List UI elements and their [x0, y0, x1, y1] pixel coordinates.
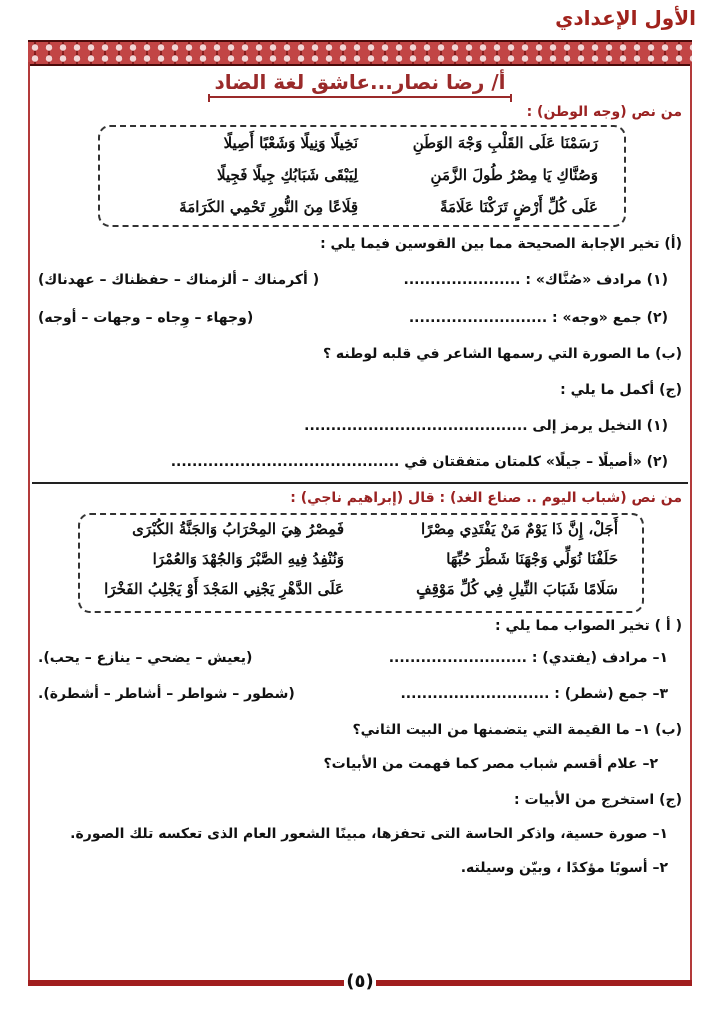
answer-options: (يعيش – يضحي – ينازع – يحب).	[38, 650, 253, 666]
verse-first-hemistich: رَسَمْنَا عَلَى القَلْبِ وَجْهَ الوَطَنِ	[412, 134, 598, 152]
verse-first-hemistich: عَلَى كُلِّ أَرْضٍ تَرَكْنَا عَلَامَةً	[439, 198, 598, 216]
verse-first-hemistich: حَلَفْنَا نُوَلِّي وَجْهَنَا شَطْرَ حُبِّهَا	[446, 550, 618, 568]
section-divider	[32, 482, 688, 484]
extraction-item: ١– صورة حسية، واذكر الحاسة التى تحفزها، مبينًا الشعور العام الذى تعكسه تلك الصورة.	[70, 826, 668, 842]
verse-second-hemistich: لِيَبْقَى شَبَابُكِ جِيلًا فَجِيلًا	[217, 166, 358, 184]
verse-second-hemistich: قِلَاعًا مِنَ النُّورِ تَحْمِي الكَرَامَةَ	[179, 198, 358, 216]
section1-question-c: (ج) أكمل ما يلي :	[560, 382, 682, 398]
verse-first-hemistich: أَجَلْ، إِنَّ ذَا يَوْمٌ مَنْ يَفْتَدِي مِصْرًا	[420, 520, 618, 538]
completion-item: (١) النخيل يرمز إلى ..........................................	[304, 418, 668, 434]
frame-line-right	[690, 62, 692, 982]
question-item: (١) مرادف «صُنَّاك» : ......................	[403, 272, 668, 288]
author-name: أ/ رضا نصار...عاشق لغة الضاد	[214, 70, 506, 94]
question-item: ١– مرادف (يفتدي) : ..........................	[388, 650, 668, 666]
page-number: (٥)	[344, 968, 376, 996]
answer-options: (شطور – شواطر – أشاطر – أشطرة).	[38, 686, 295, 702]
banner-tick-left	[208, 94, 210, 102]
section2-question-a: ( أ ) تخير الصواب مما يلي :	[494, 618, 682, 634]
question-item: ٣– جمع (شطر) : ............................	[400, 686, 668, 702]
header-title: الأول الإعدادي	[555, 6, 696, 30]
section1-question-b: (ب) ما الصورة التي رسمها الشاعر في قلبه لوطنه ؟	[322, 346, 682, 362]
section1-source: من نص (وجه الوطن) :	[526, 104, 682, 120]
answer-options: ( أكرمناك – ألزمناك – حفظناك – عهدناك)	[38, 272, 320, 288]
answer-options: (وجهاء – وِجاه – وجهات – أوجه)	[38, 310, 254, 326]
verse-second-hemistich: عَلَى الدَّهْرِ يَجْنِي المَجْدَ أَوْ يَجْلِبُ الفَخْرَا	[104, 580, 344, 598]
question-item: (٢) جمع «وجه» : ..........................	[408, 310, 668, 326]
verse-second-hemistich: وَنُنْفِدُ فِيهِ الصَّبْرَ وَالجُهْدَ وَالعُمْرَا	[152, 550, 344, 568]
banner-tick-right	[510, 94, 512, 102]
section2-question-b-2: ٢– علام أقسم شباب مصر كما فهمت من الأبيات؟	[323, 756, 658, 772]
completion-item: (٢) «أصيلًا – جيلًا» كلمتان متفقتان في ...........................................	[170, 454, 668, 470]
section2-source: من نص (شباب اليوم .. صناع الغد) : قال (إبراهيم ناجي) :	[290, 490, 682, 506]
author-banner	[210, 68, 510, 98]
section1-question-a: (أ) تخير الإجابة الصحيحة مما بين القوسين فيما يلي :	[320, 236, 682, 252]
decorative-border	[28, 40, 692, 66]
extraction-item: ٢– أسوبًا مؤكدًا ، وبيّن وسيلته.	[460, 860, 668, 876]
section2-question-c: (ج) استخرج من الأبيات :	[514, 792, 682, 808]
section2-question-b: (ب) ١– ما القيمة التي يتضمنها من البيت الثاني؟	[352, 722, 682, 738]
verse-first-hemistich: وَصُنَّاكِ يَا مِصْرُ طُولَ الزَّمَنِ	[430, 166, 598, 184]
frame-line-left	[28, 62, 30, 982]
verse-first-hemistich: سَلَامًا شَبَابَ النِّيلِ فِي كُلِّ مَوْقِفٍ	[416, 580, 618, 598]
verse-second-hemistich: نَخِيلًا وَنِيلًا وَشَعْبًا أَصِيلًا	[223, 134, 358, 152]
verse-second-hemistich: فَمِصْرُ هِيَ المِحْرَابُ وَالجَنَّةُ الكُبْرَى	[132, 520, 344, 538]
